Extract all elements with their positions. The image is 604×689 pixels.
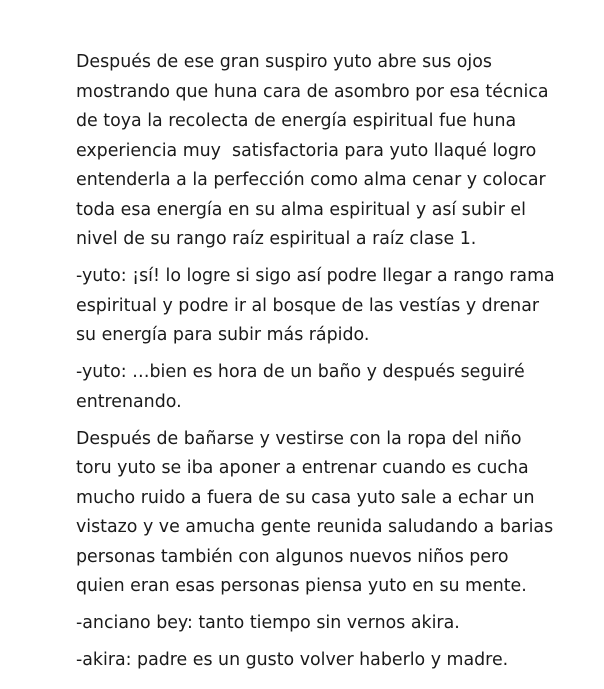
text-line: personas también con algunos nuevos niños pero	[76, 546, 509, 567]
text-line: entrenando.	[76, 391, 182, 412]
paragraph-6	[76, 646, 546, 676]
paragraph-3	[76, 358, 546, 417]
document-body	[76, 48, 555, 683]
paragraph-1	[76, 48, 549, 255]
paragraph-5	[76, 609, 546, 639]
text-line: Después de bañarse y vestirse con la ropa del niño	[76, 428, 522, 449]
text-line: de toya la recolecta de energía espiritual fue huna	[76, 111, 517, 131]
paragraph-2	[76, 262, 555, 351]
text-line: quien eran esas personas piensa yuto en su mente.	[76, 576, 527, 596]
text-line: experiencia muy satisfactoria para yuto llaqué logro	[76, 140, 537, 161]
text-line: mucho ruido a fuera de su casa yuto sale a echar un	[76, 487, 535, 508]
text-line: entenderla a la perfección como alma cenar y colocar	[76, 170, 546, 190]
text-line: Después de ese gran suspiro yuto abre sus ojos	[76, 52, 492, 72]
text-line: su energía para subir más rápido.	[76, 325, 370, 345]
text-line: nivel de su rango raíz espiritual a raíz clase 1.	[76, 229, 477, 249]
text-line: -yuto: ¡sí! lo logre si sigo así podre llegar a rango rama	[76, 266, 555, 286]
text-line: mostrando que huna cara de asombro por esa técnica	[76, 81, 549, 102]
text-line: -yuto: …bien es hora de un baño y después seguiré	[76, 362, 525, 382]
text-line: toda esa energía en su alma espiritual y así subir el	[76, 199, 526, 220]
text-line: -akira: padre es un gusto volver haberlo y madre.	[76, 650, 509, 670]
text-line: -anciano bey: tanto tiempo sin vernos akira.	[76, 613, 460, 633]
text-line: toru yuto se iba aponer a entrenar cuando es cucha	[76, 458, 529, 478]
text-line: vistazo y ve amucha gente reunida saludando a barias	[76, 517, 554, 537]
text-line: espiritual y podre ir al bosque de las vestías y drenar	[76, 295, 539, 316]
paragraph-4	[76, 425, 554, 602]
